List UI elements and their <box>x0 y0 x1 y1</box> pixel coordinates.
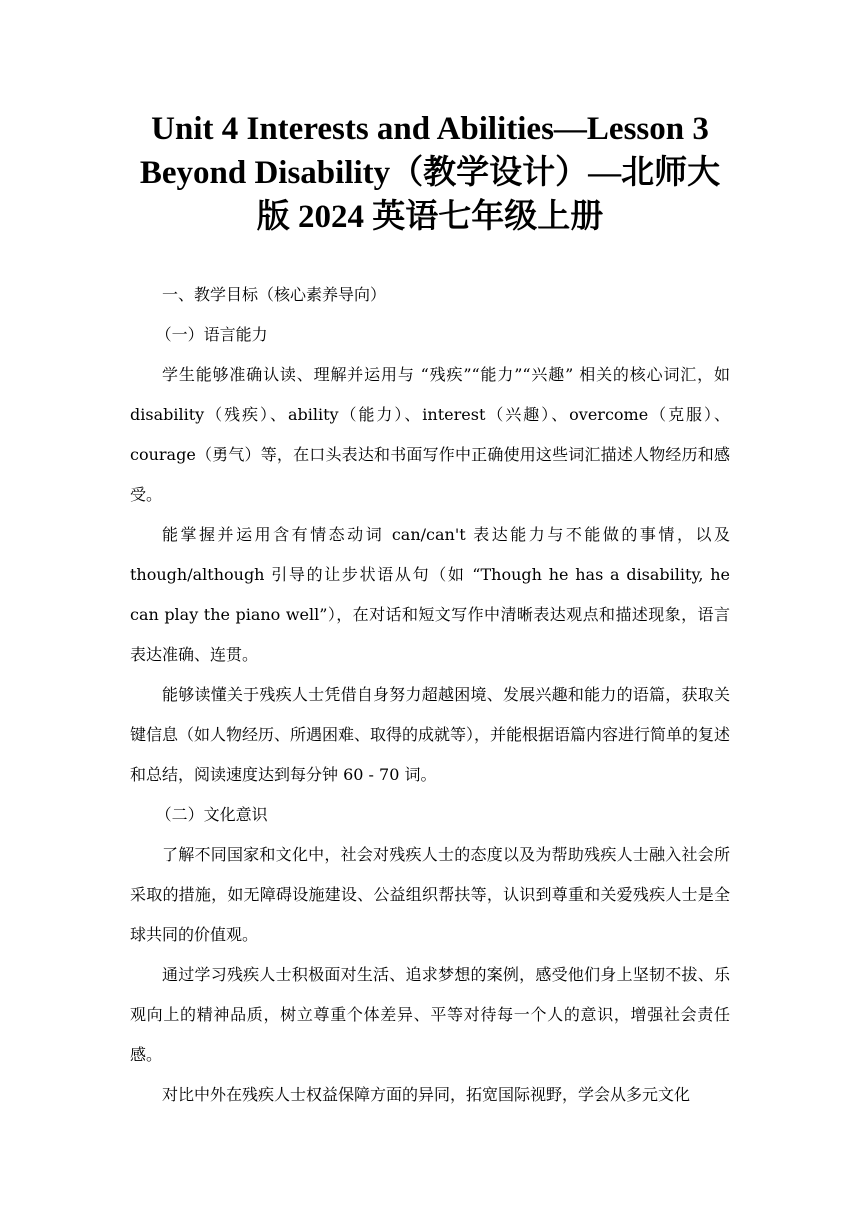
document-title: Unit 4 Interests and Abilities—Lesson 3 Beyond Disability（教学设计）—北师大版 2024 英语七年级上册 <box>139 111 721 235</box>
subsection-heading-cultural-awareness: （二）文化意识 <box>155 805 268 824</box>
paragraph-social-attitudes: 了解不同国家和文化中，社会对残疾人士的态度以及为帮助残疾人士融入社会所采取的措施，如无障碍设施建设、公益组织帮扶等，认识到尊重和关爱残疾人士是全球共同的价值观。 <box>130 845 730 944</box>
paragraph-reading: 能够读懂关于残疾人士凭借自身努力超越困境、发展兴趣和能力的语篇，获取关键信息（如人物经历、所遇困难、取得的成就等），并能根据语篇内容进行简单的复述和总结，阅读速度达到每分钟 60 - 70 词。 <box>130 685 731 784</box>
paragraph-spirit: 通过学习残疾人士积极面对生活、追求梦想的案例，感受他们身上坚韧不拔、乐观向上的精神品质，树立尊重个体差异、平等对待每一个人的意识，增强社会责任感。 <box>130 965 730 1064</box>
subsection-heading-language-ability: （一）语言能力 <box>155 325 268 344</box>
section-heading-teaching-objectives: 一、教学目标（核心素养导向） <box>162 285 387 304</box>
paragraph-grammar: 能掌握并运用含有情态动词 can/can't 表达能力与不能做的事情，以及 though/although 引导的让步状语从句（如 “Though he has a disability, he can play the piano well”），在对话和短文写作中清晰表达观点和描述现象，语言表达准确、连贯。 <box>130 525 730 664</box>
paragraph-comparison: 对比中外在残疾人士权益保障方面的异同，拓宽国际视野，学会从多元文化 <box>162 1085 691 1104</box>
paragraph-vocabulary: 学生能够准确认读、理解并运用与 “残疾”“能力”“兴趣” 相关的核心词汇，如 disability（残疾）、ability（能力）、interest（兴趣）、overcome（克服）、courage（勇气）等，在口头表达和书面写作中正确使用这些词汇描述人物经历和感受。 <box>130 365 730 504</box>
